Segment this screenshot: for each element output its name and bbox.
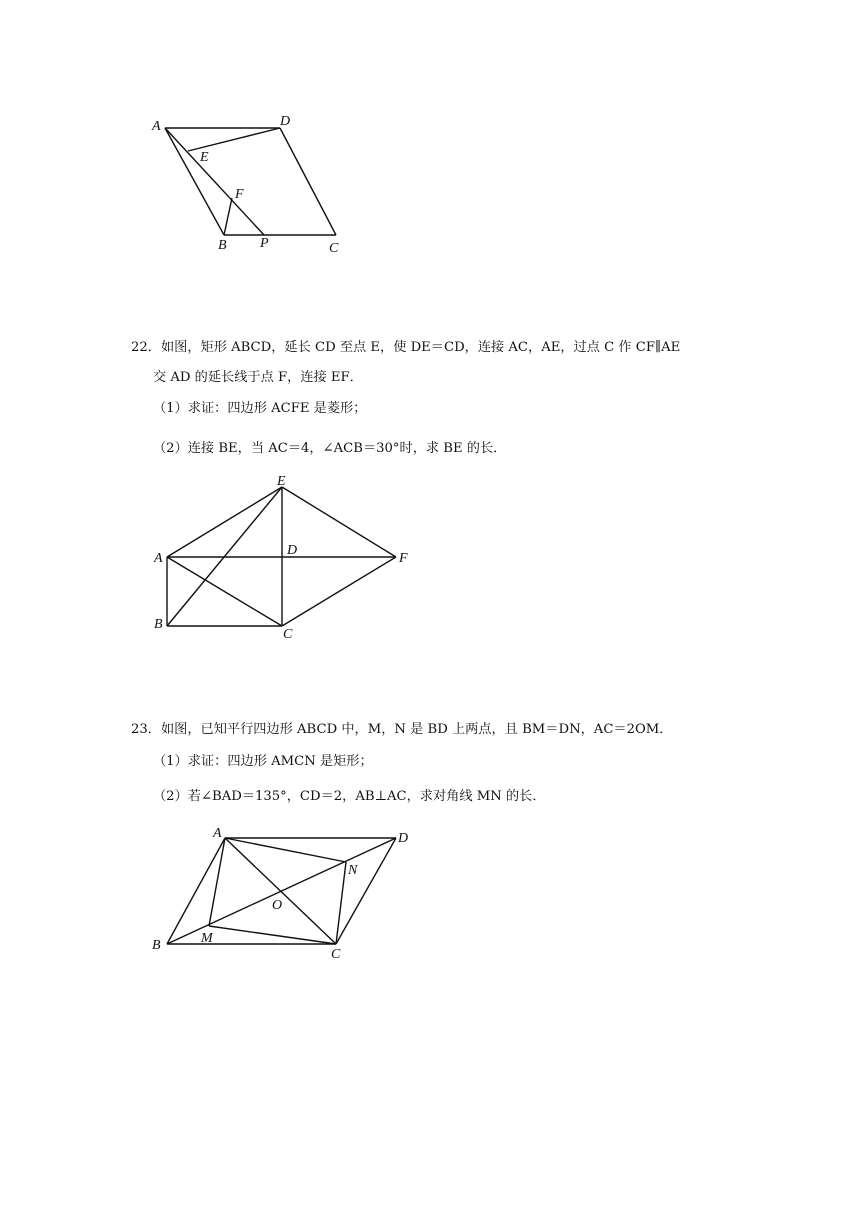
figure-22 xyxy=(145,470,425,645)
problem-22-line-2: 交 AD 的延长线于点 F，连接 EF． xyxy=(153,370,363,385)
label-D: D xyxy=(287,543,298,558)
label-E: E xyxy=(200,150,209,165)
label-C: C xyxy=(283,627,293,642)
label-B: B xyxy=(154,617,163,632)
label-P: P xyxy=(260,236,269,251)
segment-FC xyxy=(282,557,396,626)
label-M: M xyxy=(201,931,213,946)
segment-EF xyxy=(282,487,396,557)
label-A: A xyxy=(152,119,161,134)
label-D: D xyxy=(398,831,409,846)
label-N: N xyxy=(348,863,358,878)
figure-23 xyxy=(145,822,425,967)
segment-DE xyxy=(188,128,280,151)
problem-23-part-2: （2）若∠BAD＝135°，CD＝2，AB⊥AC，求对角线 MN 的长． xyxy=(153,789,546,804)
label-F: F xyxy=(235,187,244,202)
segment-NC xyxy=(336,862,346,944)
label-E: E xyxy=(277,474,286,489)
problem-23-part-1: （1）求证：四边形 AMCN 是矩形； xyxy=(153,754,373,769)
segment-AC xyxy=(167,557,282,626)
figure-23-diagram xyxy=(145,822,425,967)
segment-AE xyxy=(167,487,282,557)
label-O: O xyxy=(272,898,283,913)
label-C: C xyxy=(329,241,339,256)
problem-22-line-1: 22．如图，矩形 ABCD，延长 CD 至点 E，使 DE＝CD，连接 AC，AE，过点 C 作 CF∥AE xyxy=(131,340,681,355)
segment-BF xyxy=(224,198,232,235)
label-D: D xyxy=(280,114,291,129)
segment-AN xyxy=(225,838,346,862)
segment-MC xyxy=(209,926,336,944)
figure-22-diagram xyxy=(145,470,425,645)
segment-AC xyxy=(225,838,336,944)
label-A: A xyxy=(213,826,222,841)
segment-DC xyxy=(336,838,396,944)
label-B: B xyxy=(152,938,161,953)
label-F: F xyxy=(399,551,408,566)
label-A: A xyxy=(154,551,163,566)
segment-DC xyxy=(280,128,336,235)
problem-23-line-1: 23．如图，已知平行四边形 ABCD 中，M，N 是 BD 上两点，且 BM＝DN，AC＝2OM． xyxy=(131,722,673,737)
segment-AB xyxy=(167,838,225,944)
label-B: B xyxy=(218,238,227,253)
problem-22-part-2: （2）连接 BE，当 AC＝4，∠ACB＝30°时，求 BE 的长． xyxy=(153,441,507,456)
figure-21 xyxy=(140,108,370,268)
problem-22-part-1: （1）求证：四边形 ACFE 是菱形； xyxy=(153,401,367,416)
label-C: C xyxy=(331,947,341,962)
figure-21-diagram xyxy=(140,108,370,268)
